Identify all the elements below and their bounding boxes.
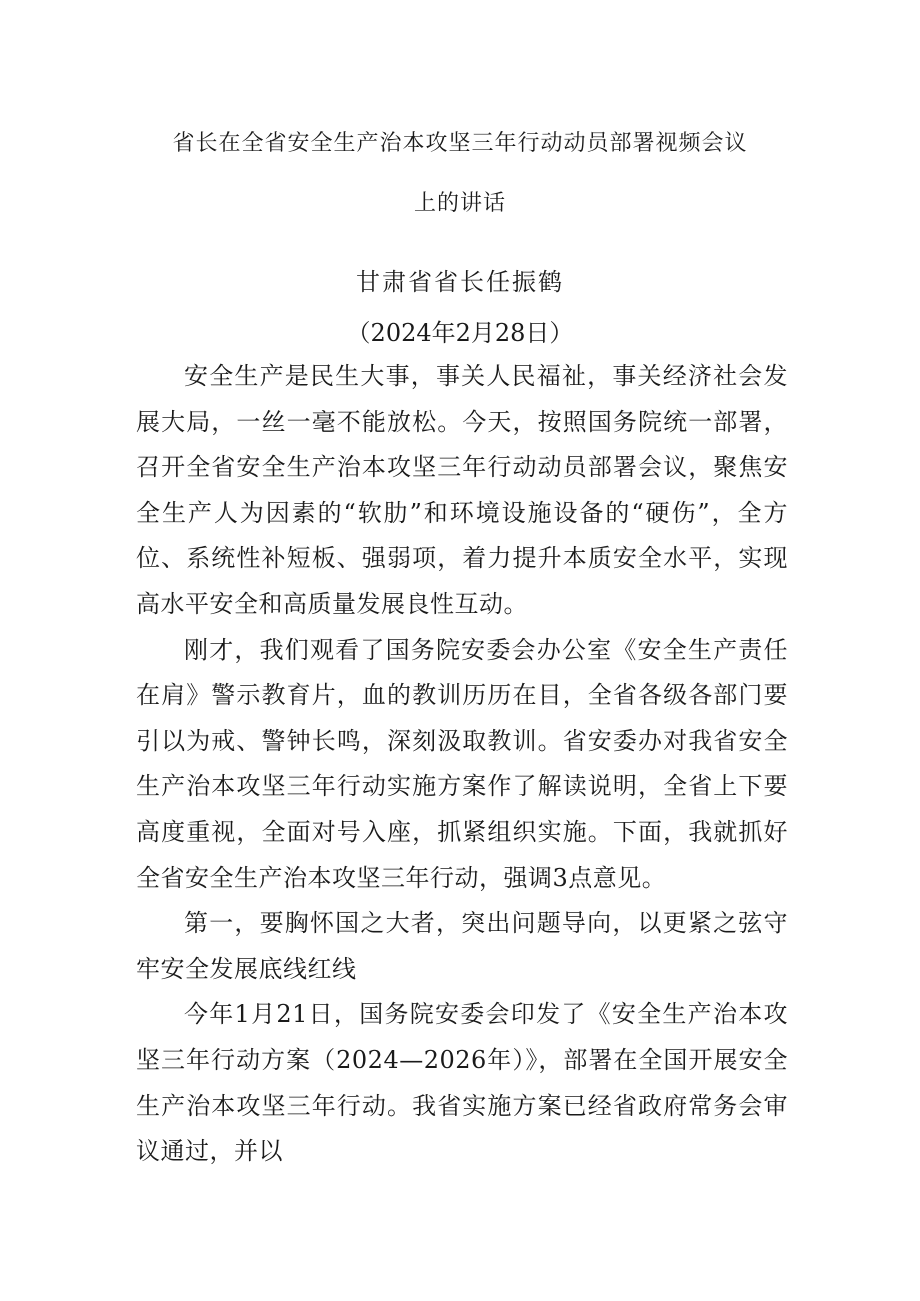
paragraph-context: 刚才，我们观看了国务院安委会办公室《安全生产责任在肩》警示教育片，血的教训历历在目，全省各级各部门要引以为戒、警钟长鸣，深刻汲取教训。省安委办对我省安全生产治本攻坚三年行动实施方案作了解读说明，全省上下要高度重视，全面对号入座，抓紧组织实施。下面，我就抓好全省安全生产治本攻坚三年行动，强调3点意见。 (136, 635, 788, 892)
body-text (136, 354, 788, 1175)
section-heading-first: 第一，要胸怀国之大者，突出问题导向，以更紧之弦守牢安全发展底线红线 (136, 909, 788, 983)
paragraph-intro: 安全生产是民生大事，事关人民福祉，事关经济社会发展大局，一丝一毫不能放松。今天，按照国务院统一部署，召开全省安全生产治本攻坚三年行动动员部署会议，聚焦安全生产人为因素的“软肋”和环境设施设备的“硬伤”，全方位、系统性补短板、强弱项，着力提升本质安全水平，实现高水平安全和高质量发展良性互动。 (136, 362, 788, 618)
document-title-line-2: 上的讲话 (413, 191, 506, 216)
paragraph-section-one: 今年1月21日，国务院安委会印发了《安全生产治本攻坚三年行动方案（2024—2026年）》，部署在全国开展安全生产治本攻坚三年行动。我省实施方案已经省政府常务会审议通过，并以 (136, 1000, 788, 1166)
date-line: （2024年2月28日） (346, 319, 574, 347)
document-title-line-1: 省长在全省安全生产治本攻坚三年行动动员部署视频会议 (172, 131, 748, 156)
author-line: 甘肃省省长任振鹤 (356, 268, 564, 296)
